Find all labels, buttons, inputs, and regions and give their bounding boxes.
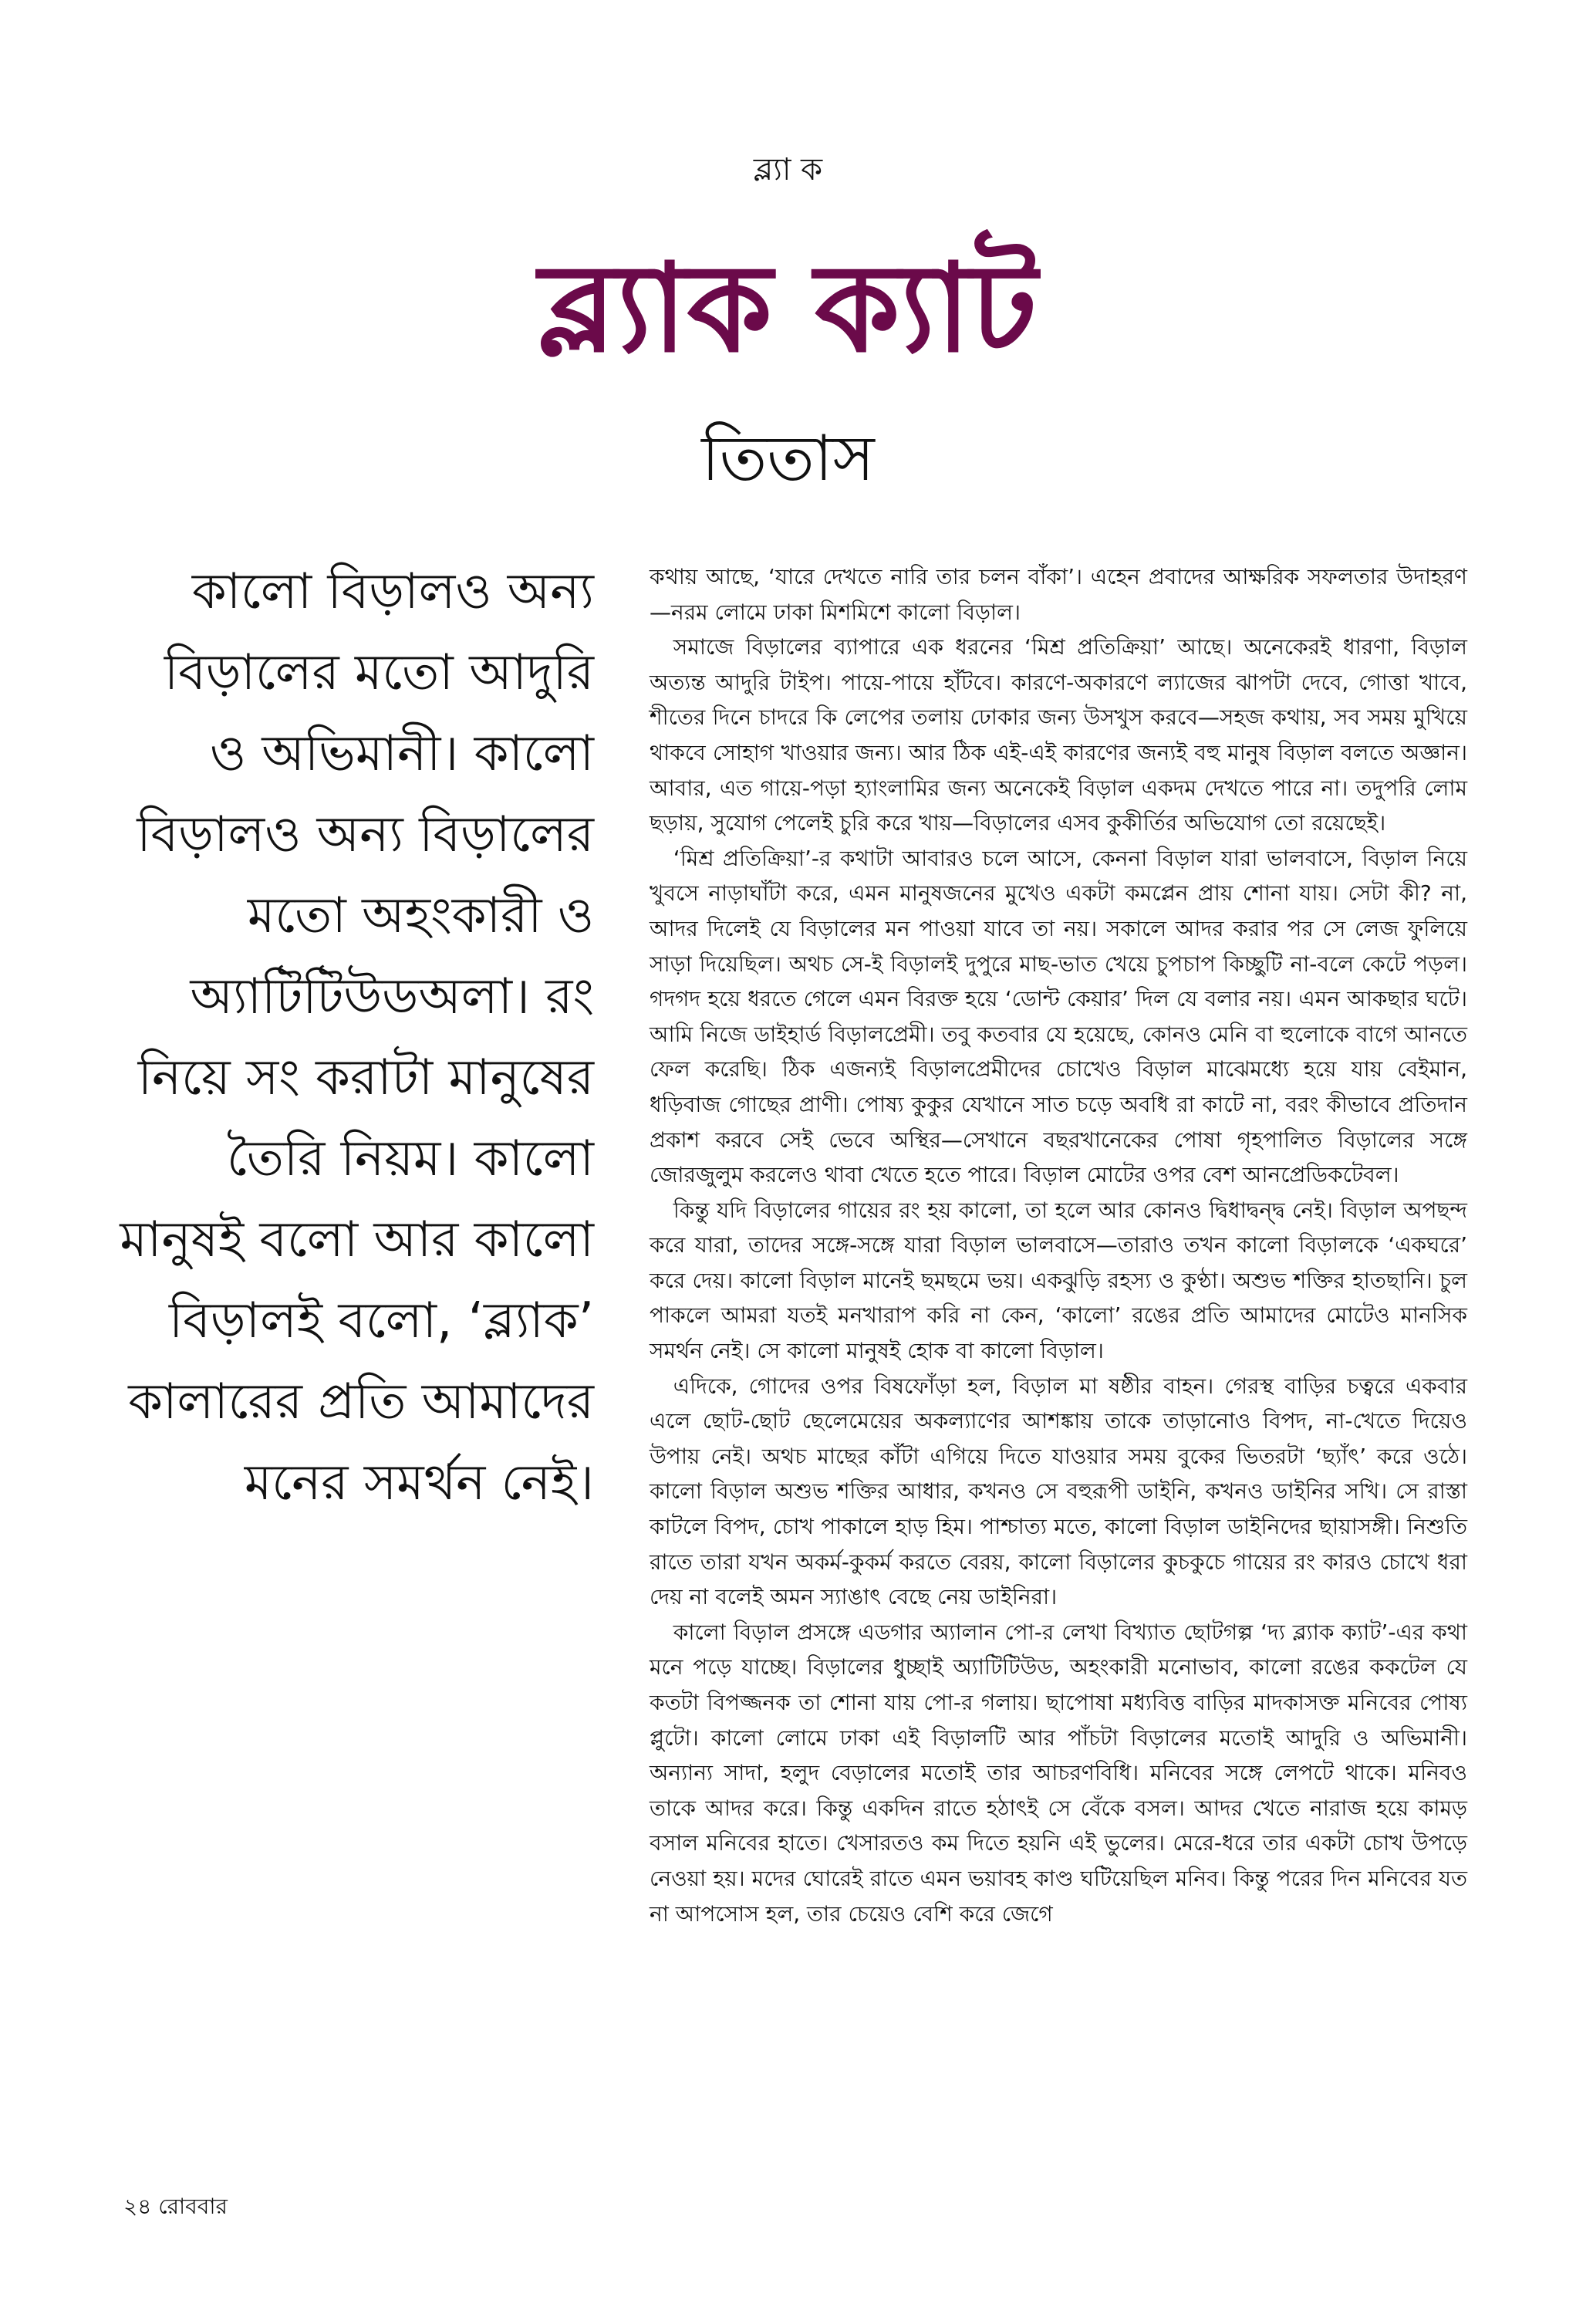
page-footer: ২৪ রোববার — [123, 2194, 228, 2219]
body-paragraph: কালো বিড়াল প্রসঙ্গে এডগার অ্যালান পো-র লেখা বিখ্যাত ছোটগল্প ‘দ্য ব্ল্যাক ক্যাট’-এর কথা মনে পড়ে যাচ্ছে। বিড়ালের ধুচ্ছাই অ্যাটিটিউড, অহংকারী মনোভাব, কালো রঙের ককটেল যে কতটা বিপজ্জনক তা শোনা যায় পো-র গলায়। ছাপোষা মধ্যবিত্ত বাড়ির মাদকাসক্ত মনিবের পোষ্য প্লুটো। কালো লোমে ঢাকা এই বিড়ালটি আর পাঁচটা বিড়ালের মতোই আদুরি ও অভিমানী। অন্যান্য সাদা, হলুদ বেড়ালের মতোই তার আচরণবিধি। মনিবের সঙ্গে লেপটে থাকে। মনিবও তাকে আদর করে। কিন্তু একদিন রাতে হঠাৎই সে বেঁকে বসল। আদর খেতে নারাজ হয়ে কামড় বসাল মনিবের হাতে। খেসারতও কম দিতে হয়নি এই ভুলের। মেরে-ধরে তার একটা চোখ উপড়ে নেওয়া হয়। মদের ঘোরেই রাতে এমন ভয়াবহ কাণ্ড ঘটিয়েছিল মনিব। কিন্তু পরের দিন মনিবের যত না আপসোস হল, তার চেয়েও বেশি করে জেগে — [650, 1619, 1467, 1927]
pull-quote: কালো বিড়ালও অন্য বিড়ালের মতো আদুরি ও অভিমানী। কালো বিড়ালও অন্য বিড়ালের মতো অহংকারী ও অ্যাটিটিউডঅলা। রং নিয়ে সং করাটা মানুষের তৈরি নিয়ম। কালো মানুষই বলো আর কালো বিড়ালই বলো, ‘ব্ল্যাক’ কালারের প্রতি আমাদের মনের সমর্থন নেই। — [120, 563, 594, 1512]
body-paragraph: এদিকে, গোদের ওপর বিষফোঁড়া হল, বিড়াল মা ষষ্ঠীর বাহন। গেরস্থ বাড়ির চত্বরে একবার এলে ছোট-ছোট ছেলেমেয়ের অকল্যাণের আশঙ্কায় তাকে তাড়ানোও বিপদ, না-খেতে দিয়েও উপায় নেই। অথচ মাছের কাঁটা এগিয়ে দিতে যাওয়ার সময় বুকের ভিতরটা ‘ছ্যাঁৎ’ করে ওঠে। কালো বিড়াল অশুভ শক্তির আধার, কখনও সে বহুরূপী ডাইনি, কখনও ডাইনির সখি। সে রাস্তা কাটলে বিপদ, চোখ পাকালে হাড় হিম। পাশ্চাত্য মতে, কালো বিড়াল ডাইনিদের ছায়াসঙ্গী। নিশুতি রাতে তারা যখন অকর্ম-কুকর্ম করতে বেরয়, কালো বিড়ালের কুচকুচে গায়ের রং কারও চোখে ধরা দেয় না বলেই অমন স্যাঙাৎ বেছে নেয় ডাইনিরা। — [650, 1373, 1467, 1610]
body-paragraph: সমাজে বিড়ালের ব্যাপারে এক ধরনের ‘মিশ্র প্রতিক্রিয়া’ আছে। অনেকেরই ধারণা, বিড়াল অত্যন্ত আদুরি টাইপ। পায়ে-পায়ে হাঁটবে। কারণে-অকারণে ল্যাজের ঝাপটা দেবে, গোত্তা খাবে, শীতের দিনে চাদরে কি লেপের তলায় ঢোকার জন্য উসখুস করবে—সহজ কথায়, সব সময় মুখিয়ে থাকবে সোহাগ খাওয়ার জন্য। আর ঠিক এই-এই কারণের জন্যই বহু মানুষ বিড়াল বলতে অজ্ঞান। আবার, এত গায়ে-পড়া হ্যাংলামির জন্য অনেকেই বিড়াল একদম দেখতে পারে না। তদুপরি লোম ছড়ায়, সুযোগ পেলেই চুরি করে খায়—বিড়ালের এসব কুকীর্তির অভিযোগ তো রয়েছেই। — [650, 634, 1467, 836]
author-byline: তিতাস — [701, 422, 875, 495]
body-paragraph: কথায় আছে, ‘যারে দেখতে নারি তার চলন বাঁকা’। এহেন প্রবাদের আক্ষরিক সফলতার উদাহরণ—নরম লোমে ঢাকা মিশমিশে কালো বিড়াল। — [650, 564, 1467, 625]
article-body — [650, 559, 1467, 1931]
section-kicker: ব্ল্যা ক — [753, 152, 823, 187]
article-title: ব্ল্যাক ক্যাট — [538, 238, 1038, 380]
body-paragraph: কিন্তু যদি বিড়ালের গায়ের রং হয় কালো, তা হলে আর কোনও দ্বিধাদ্বন্দ্ব নেই। বিড়াল অপছন্দ করে যারা, তাদের সঙ্গে-সঙ্গে যারা বিড়াল ভালবাসে—তারাও তখন কালো বিড়ালকে ‘একঘরে’ করে দেয়। কালো বিড়াল মানেই ছমছমে ভয়। একঝুড়ি রহস্য ও কুণ্ঠা। অশুভ শক্তির হাতছানি। চুল পাকলে আমরা যতই মনখারাপ করি না কেন, ‘কালো’ রঙের প্রতি আমাদের মোটেও মানসিক সমর্থন নেই। সে কালো মানুষই হোক বা কালো বিড়াল। — [650, 1197, 1467, 1364]
body-paragraph: ‘মিশ্র প্রতিক্রিয়া’-র কথাটা আবারও চলে আসে, কেননা বিড়াল যারা ভালবাসে, বিড়াল নিয়ে খুবসে নাড়াঘাঁটা করে, এমন মানুষজনের মুখেও একটা কমপ্লেন প্রায় শোনা যায়। সেটা কী? না, আদর দিলেই যে বিড়ালের মন পাওয়া যাবে তা নয়। সকালে আদর করার পর সে লেজ ফুলিয়ে সাড়া দিয়েছিল। অথচ সে-ই বিড়ালই দুপুরে মাছ-ভাত খেয়ে চুপচাপ কিচ্ছুটি না-বলে কেটে পড়ল। গদগদ হয়ে ধরতে গেলে এমন বিরক্ত হয়ে ‘ডোন্ট কেয়ার’ দিল যে বলার নয়। এমন আকছার ঘটে। আমি নিজে ডাইহার্ড বিড়ালপ্রেমী। তবু কতবার যে হয়েছে, কোনও মেনি বা হুলোকে বাগে আনতে ফেল করেছি। ঠিক এজন্যই বিড়ালপ্রেমীদের চোখেও বিড়াল মাঝেমধ্যে হয়ে যায় বেইমান, ধড়িবাজ গোছের প্রাণী। পোষ্য কুকুর যেখানে সাত চড়ে অবধি রা কাটে না, বরং কীভাবে প্রতিদান প্রকাশ করবে সেই ভেবে অস্থির—সেখানে বছরখানেকের পোষা গৃহপালিত বিড়ালের সঙ্গে জোরজুলুম করলেও থাবা খেতে হতে পারে। বিড়াল মোটের ওপর বেশ আনপ্রেডিকটেবল। — [650, 845, 1467, 1188]
